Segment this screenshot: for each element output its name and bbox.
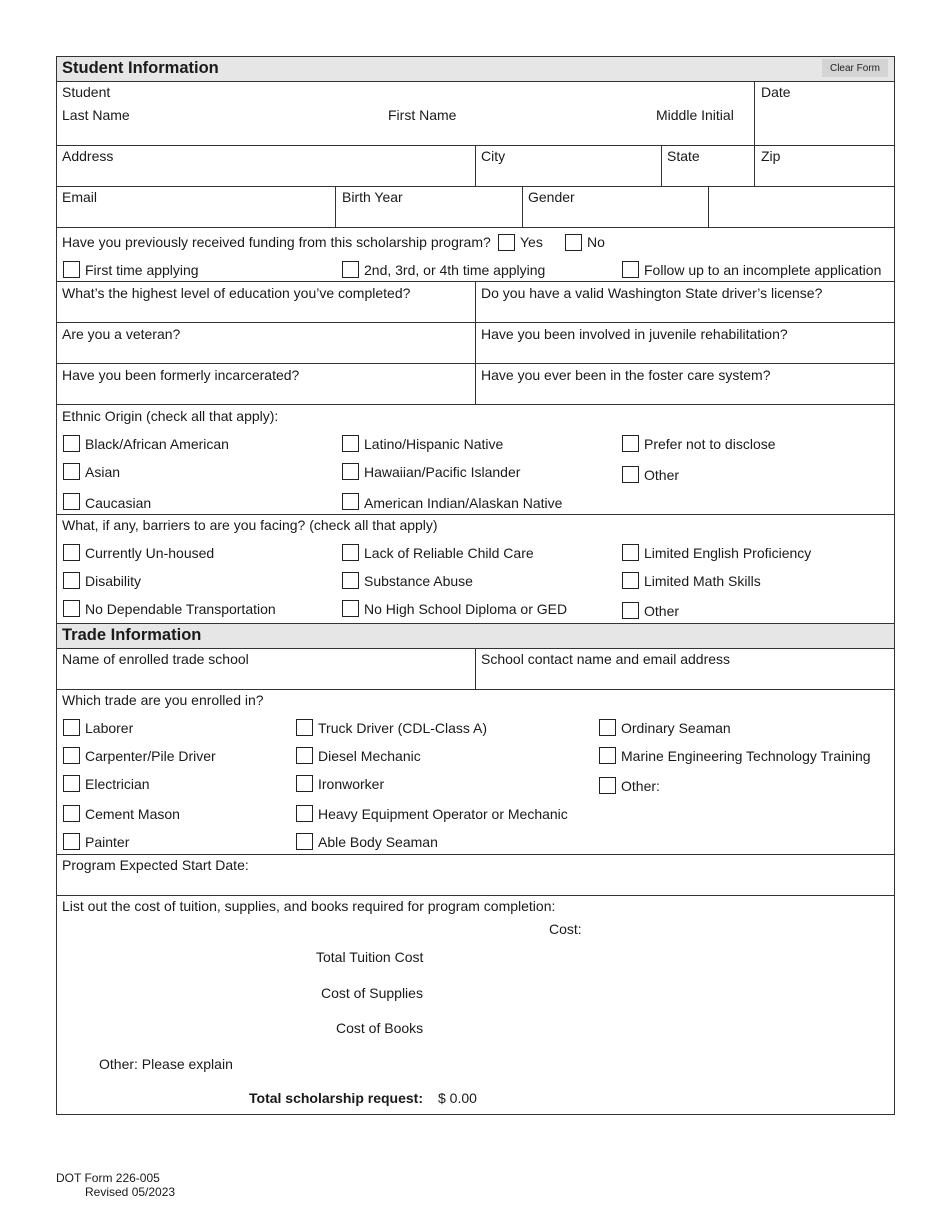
- divider: [661, 145, 662, 186]
- date-label: Date: [761, 84, 791, 100]
- incarcerated-question: Have you been formerly incarcerated?: [62, 367, 300, 383]
- form-frame: [56, 56, 895, 1115]
- trade-checkbox[interactable]: [63, 775, 80, 792]
- rule: [56, 895, 895, 896]
- barrier-option-label: Disability: [85, 573, 142, 589]
- trade-option-label: Ironworker: [318, 776, 385, 792]
- ethnic-origin-label: Ethnic Origin (check all that apply):: [62, 408, 279, 424]
- ethnic-option-label: Asian: [85, 464, 121, 480]
- student-info-title: Student Information: [62, 59, 219, 77]
- repeat-time-label: 2nd, 3rd, or 4th time applying: [364, 262, 546, 278]
- ethnic-checkbox[interactable]: [622, 466, 639, 483]
- trade-option-label: Electrician: [85, 776, 150, 792]
- repeat-time-checkbox[interactable]: [342, 261, 359, 278]
- trade-option-label: Truck Driver (CDL-Class A): [318, 720, 488, 736]
- trade-checkbox[interactable]: [296, 747, 313, 764]
- juvenile-question: Have you been involved in juvenile rehabilitation?: [481, 326, 788, 342]
- trade-option-label: Painter: [85, 834, 130, 850]
- trade-checkbox[interactable]: [599, 777, 616, 794]
- follow-up-checkbox[interactable]: [622, 261, 639, 278]
- student-label: Student: [62, 84, 111, 100]
- foster-question: Have you ever been in the foster care system?: [481, 367, 771, 383]
- ethnic-checkbox[interactable]: [63, 463, 80, 480]
- trade-option-label: Carpenter/Pile Driver: [85, 748, 216, 764]
- license-question: Do you have a valid Washington State driver’s license?: [481, 285, 823, 301]
- cost-header: Cost:: [549, 921, 582, 937]
- divider: [335, 186, 336, 227]
- first-name-label: First Name: [388, 107, 457, 123]
- divider: [475, 145, 476, 186]
- ethnic-option-label: Other: [644, 467, 680, 483]
- trade-checkbox[interactable]: [63, 833, 80, 850]
- barrier-checkbox[interactable]: [622, 602, 639, 619]
- barrier-checkbox[interactable]: [342, 600, 359, 617]
- trade-option-label: Ordinary Seaman: [621, 720, 731, 736]
- funding-no-checkbox[interactable]: [565, 234, 582, 251]
- trade-info-title: Trade Information: [62, 626, 202, 644]
- barrier-option-label: No High School Diploma or GED: [364, 601, 568, 617]
- veteran-question: Are you a veteran?: [62, 326, 181, 342]
- funding-no-label: No: [587, 234, 605, 250]
- supplies-label: Cost of Supplies: [321, 985, 423, 1001]
- barrier-checkbox[interactable]: [342, 544, 359, 561]
- address-label: Address: [62, 148, 114, 164]
- barrier-checkbox[interactable]: [622, 572, 639, 589]
- divider: [754, 81, 755, 186]
- ethnic-checkbox[interactable]: [63, 435, 80, 452]
- last-name-label: Last Name: [62, 107, 130, 123]
- divider: [708, 186, 709, 227]
- barrier-checkbox[interactable]: [63, 544, 80, 561]
- barrier-option-label: Other: [644, 603, 680, 619]
- ethnic-checkbox[interactable]: [622, 435, 639, 452]
- rule: [56, 514, 895, 515]
- divider: [475, 281, 476, 404]
- barrier-option-label: Currently Un-housed: [85, 545, 215, 561]
- ethnic-option-label: American Indian/Alaskan Native: [364, 495, 563, 511]
- trade-option-label: Laborer: [85, 720, 134, 736]
- total-request-label: Total scholarship request:: [249, 1090, 423, 1106]
- ethnic-option-label: Black/African American: [85, 436, 229, 452]
- first-time-checkbox[interactable]: [63, 261, 80, 278]
- barrier-checkbox[interactable]: [63, 600, 80, 617]
- tuition-label: Total Tuition Cost: [316, 949, 424, 965]
- education-question: What’s the highest level of education you’ve completed?: [62, 285, 411, 301]
- ethnic-checkbox[interactable]: [63, 493, 80, 510]
- trade-option-label: Diesel Mechanic: [318, 748, 421, 764]
- trade-checkbox[interactable]: [63, 805, 80, 822]
- rule: [56, 227, 895, 228]
- barrier-option-label: Limited English Proficiency: [644, 545, 812, 561]
- trade-option-label: Heavy Equipment Operator or Mechanic: [318, 806, 568, 822]
- email-label: Email: [62, 189, 98, 205]
- funding-question: Have you previously received funding from this scholarship program?: [62, 234, 491, 250]
- barrier-checkbox[interactable]: [63, 572, 80, 589]
- barrier-option-label: Limited Math Skills: [644, 573, 761, 589]
- trade-checkbox[interactable]: [296, 775, 313, 792]
- trade-checkbox[interactable]: [63, 719, 80, 736]
- state-label: State: [667, 148, 700, 164]
- first-time-label: First time applying: [85, 262, 199, 278]
- trade-question: Which trade are you enrolled in?: [62, 692, 264, 708]
- books-label: Cost of Books: [336, 1020, 424, 1036]
- trade-checkbox[interactable]: [296, 805, 313, 822]
- trade-checkbox[interactable]: [296, 719, 313, 736]
- cost-intro: List out the cost of tuition, supplies, and books required for program completion:: [62, 898, 556, 914]
- trade-checkbox[interactable]: [63, 747, 80, 764]
- rule: [56, 404, 895, 405]
- ethnic-option-label: Caucasian: [85, 495, 152, 511]
- trade-option-label: Cement Mason: [85, 806, 180, 822]
- other-cost-label: Other: Please explain: [99, 1056, 233, 1072]
- rule: [56, 854, 895, 855]
- trade-checkbox[interactable]: [296, 833, 313, 850]
- total-request-value: $ 0.00: [438, 1090, 477, 1106]
- rule: [56, 81, 895, 82]
- trade-option-label: Marine Engineering Technology Training: [621, 748, 871, 764]
- trade-checkbox[interactable]: [599, 747, 616, 764]
- ethnic-option-label: Latino/Hispanic Native: [364, 436, 504, 452]
- ethnic-option-label: Prefer not to disclose: [644, 436, 776, 452]
- barrier-checkbox[interactable]: [622, 544, 639, 561]
- birth-year-label: Birth Year: [342, 189, 403, 205]
- ethnic-checkbox[interactable]: [342, 435, 359, 452]
- trade-checkbox[interactable]: [599, 719, 616, 736]
- funding-yes-checkbox[interactable]: [498, 234, 515, 251]
- barrier-option-label: No Dependable Transportation: [85, 601, 276, 617]
- follow-up-label: Follow up to an incomplete application: [644, 262, 882, 278]
- ethnic-checkbox[interactable]: [342, 493, 359, 510]
- trade-option-label: Able Body Seaman: [318, 834, 438, 850]
- barrier-option-label: Lack of Reliable Child Care: [364, 545, 534, 561]
- ethnic-checkbox[interactable]: [342, 463, 359, 480]
- clear-form-button[interactable]: Clear Form: [822, 59, 888, 77]
- middle-initial-label: Middle Initial: [656, 107, 734, 123]
- trade-option-label: Other:: [621, 778, 660, 794]
- ethnic-option-label: Hawaiian/Pacific Islander: [364, 464, 521, 480]
- barrier-checkbox[interactable]: [342, 572, 359, 589]
- divider: [475, 648, 476, 689]
- barrier-option-label: Substance Abuse: [364, 573, 473, 589]
- divider: [522, 186, 523, 227]
- school-name-label: Name of enrolled trade school: [62, 651, 249, 667]
- school-contact-label: School contact name and email address: [481, 651, 731, 667]
- rule: [56, 186, 895, 187]
- zip-label: Zip: [761, 148, 781, 164]
- revised-date: Revised 05/2023: [85, 1185, 176, 1199]
- rule: [56, 689, 895, 690]
- barriers-label: What, if any, barriers to are you facing? (check all that apply): [62, 517, 438, 533]
- form-number: DOT Form 226-005: [56, 1171, 160, 1185]
- start-date-label: Program Expected Start Date:: [62, 857, 249, 873]
- city-label: City: [481, 148, 506, 164]
- funding-yes-label: Yes: [520, 234, 543, 250]
- gender-label: Gender: [528, 189, 575, 205]
